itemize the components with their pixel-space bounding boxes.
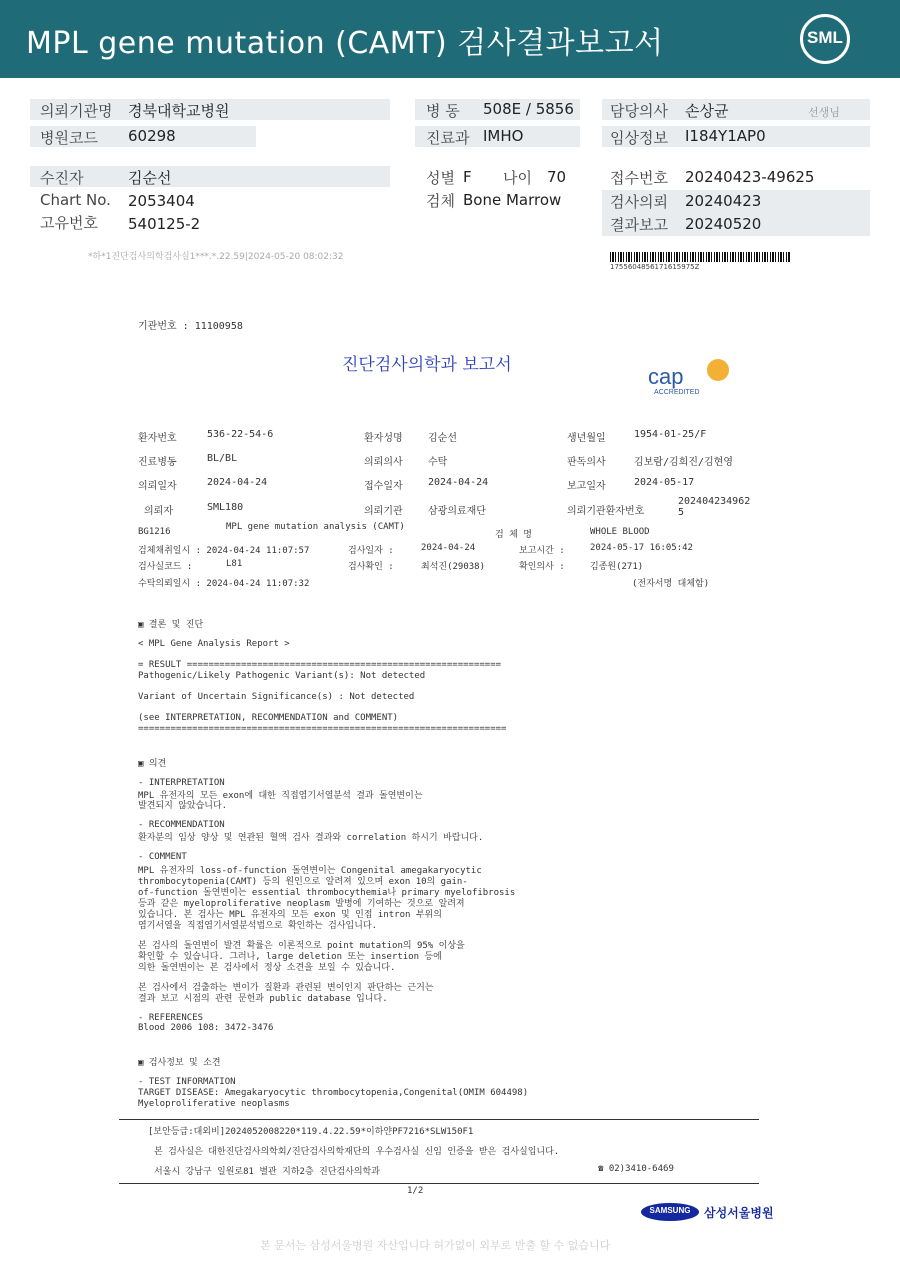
patient-value: 김순선 — [128, 169, 172, 187]
c16: 본 검사에서 검출하는 변이가 질환과 관련된 변이인지 판단하는 근거는 — [138, 983, 434, 993]
r3-l3: 보고일자 — [567, 481, 606, 492]
t3: Myeloproliferative neoplasms — [138, 1099, 290, 1109]
result-see: (see INTERPRETATION, RECOMMENDATION and COMMENT) — [138, 713, 399, 723]
receipt-value: 20240423-49625 — [685, 168, 815, 186]
r2-v2: 수탁 — [428, 457, 448, 468]
chart-value: 2053404 — [128, 192, 195, 210]
doctor-label: 담당의사 — [610, 102, 668, 120]
consign-time: 수탁의뢰일시 : 2024-04-24 11:07:32 — [138, 579, 310, 589]
c7: MPL 유전자의 loss-of-function 돌연변이는 Congenital amegakaryocytic — [138, 866, 482, 876]
r4-v3: 202404234962 — [678, 496, 751, 507]
doctor-value: 손상균 — [685, 102, 729, 120]
specimen-value: Bone Marrow — [463, 191, 562, 209]
cap-sub: ACCREDITED — [654, 389, 700, 396]
confirm-value: 김종원(271) — [590, 562, 644, 572]
c5: 환자분의 임상 양상 및 연관된 혈액 검사 결과와 correlation 하시기 바랍니다. — [138, 833, 484, 843]
c8: thrombocytopenia(CAMT) 등의 원인으로 알려져 있으며 exon 10의 gain- — [138, 877, 468, 887]
r4-v2: 삼광의료재단 — [428, 506, 486, 517]
page-number: 1/2 — [407, 1186, 424, 1196]
r1-v1: 536-22-54-6 — [207, 429, 274, 440]
c4: - RECOMMENDATION — [138, 820, 225, 830]
r3-l2: 접수일자 — [364, 481, 403, 492]
age-label: 나이 — [503, 169, 532, 187]
e-signature: (전자서명 대체함) — [632, 579, 710, 589]
ownership-notice: 본 문서는 삼성서울병원 자산입니다 허가없이 외부로 반출 할 수 없습니다 — [260, 1239, 611, 1252]
r3-v3: 2024-05-17 — [634, 477, 695, 488]
result-header: = RESULT ========================================================== — [138, 660, 502, 670]
sml-logo: SML — [800, 14, 850, 64]
patient-label: 수진자 — [40, 169, 84, 187]
test-name: MPL gene mutation analysis (CAMT) — [226, 522, 405, 532]
c6: - COMMENT — [138, 852, 187, 862]
t2: TARGET DISEASE: Amegakaryocytic thrombocytopenia,Congenital(OMIM 604498) — [138, 1088, 529, 1098]
specimen-name-value: WHOLE BLOOD — [590, 527, 650, 537]
verify-value: 최석진(29038) — [421, 562, 486, 572]
req-org-value: 경북대학교병원 — [128, 102, 230, 120]
c14: 확인할 수 있습니다. 그러나, large deletion 또는 insertion 등에 — [138, 952, 442, 962]
r1-l1: 환자번호 — [138, 433, 177, 444]
request-label: 검사의뢰 — [610, 193, 668, 211]
r4-v1: SML180 — [207, 502, 244, 513]
doctor-suffix: 선생님 — [808, 106, 840, 119]
hosp-code-value: 60298 — [128, 127, 176, 145]
test-date-value: 2024-04-24 — [421, 543, 476, 553]
test-code: BG1216 — [138, 527, 171, 537]
uid-label: 고유번호 — [40, 214, 98, 232]
r2-v1: BL/BL — [207, 453, 238, 464]
report-doc-title: 진단검사의학과 보고서 — [342, 355, 512, 375]
age-value: 70 — [547, 168, 567, 186]
c1: - INTERPRETATION — [138, 778, 225, 788]
c15: 의한 돌연변이는 본 검사에서 정상 소견을 보일 수 있습니다. — [138, 963, 396, 973]
section-test-info: ▣ 검사정보 및 소견 — [138, 1058, 221, 1068]
verify-label: 검사확인 : — [348, 562, 394, 572]
r1-l3: 생년월일 — [567, 433, 606, 444]
barcode-text: 1755604856171615975Z — [610, 263, 700, 271]
specimen-name-label: 검 체 명 — [495, 530, 532, 540]
c9: of-function 돌연변이는 essential thrombocythemia나 primary myelofibrosis — [138, 888, 516, 898]
analysis-report-title: < MPL Gene Analysis Report > — [138, 639, 290, 649]
result-footer-line: ==================================================================== — [138, 724, 507, 734]
c3: 발견되지 않았습니다. — [138, 801, 228, 811]
chart-label: Chart No. — [40, 191, 111, 209]
r2-l3: 판독의사 — [567, 457, 606, 468]
c2: MPL 유전자의 모든 exon에 대한 직접염기서열분석 결과 돌연변이는 — [138, 791, 423, 801]
req-org-label: 의뢰기관명 — [40, 102, 113, 120]
r3-v1: 2024-04-24 — [207, 477, 268, 488]
request-value: 20240423 — [685, 192, 762, 210]
section-conclusion: ▣ 결론 및 진단 — [138, 620, 204, 630]
report-time-label: 보고시간 : — [519, 546, 565, 556]
report-time-value: 2024-05-17 16:05:42 — [590, 543, 693, 553]
c19: Blood 2006 108: 3472-3476 — [138, 1023, 274, 1033]
confirm-label: 확인의사 : — [519, 562, 565, 572]
lab-code-value: L81 — [226, 559, 243, 569]
r3-l1: 의뢰일자 — [138, 481, 177, 492]
address-line: 서울시 강남구 일원로81 별관 지하2층 진단검사의학과 — [154, 1167, 380, 1177]
print-stamp: *하*1진단검사의학검사실1***.*.22.59|2024-05-20 08:02:32 — [88, 252, 344, 262]
footer-bottom-line — [119, 1183, 759, 1184]
result-pathogenic: Pathogenic/Likely Pathogenic Variant(s): Not detected — [138, 671, 426, 681]
c11: 있습니다. 본 검사는 MPL 유전자의 모든 exon 및 인접 intron 부위의 — [138, 910, 442, 920]
report-label: 결과보고 — [610, 216, 668, 234]
r3-v2: 2024-04-24 — [428, 477, 489, 488]
sex-label: 성별 — [426, 169, 455, 187]
hospital-name: 삼성서울병원 — [704, 1206, 774, 1220]
result-vus: Variant of Uncertain Significance(s) : Not detected — [138, 692, 415, 702]
r2-l1: 진료병동 — [138, 457, 177, 468]
specimen-label: 검체 — [426, 192, 455, 210]
sex-value: F — [463, 168, 472, 186]
hosp-code-label: 병원코드 — [40, 129, 98, 147]
c10: 등과 같은 myeloproliferative neoplasm 발병에 기여하는 것으로 알려져 — [138, 899, 465, 909]
c18: - REFERENCES — [138, 1013, 204, 1023]
uid-value: 540125-2 — [128, 215, 201, 233]
report-title: MPL gene mutation (CAMT) 검사결과보고서 — [26, 26, 664, 61]
c17: 결과 보고 시점의 관련 문헌과 public database 입니다. — [138, 994, 388, 1004]
test-date-label: 검사일자 : — [348, 546, 394, 556]
security-line: [보안등급:대외비]2024052008220*119.4.22.59*이하얀PF7216*SLW150F1 — [148, 1127, 474, 1137]
r4-l1: 의뢰자 — [144, 506, 173, 517]
collect-time: 검체채취일시 : 2024-04-24 11:07:57 — [138, 546, 310, 556]
r4-l2: 의뢰기관 — [364, 506, 403, 517]
org-number: 기관번호 : 11100958 — [138, 321, 243, 332]
report-header — [0, 0, 900, 78]
t1: - TEST INFORMATION — [138, 1077, 236, 1087]
patient-row — [30, 166, 390, 187]
r2-l2: 의뢰의사 — [364, 457, 403, 468]
clinical-value: I184Y1AP0 — [685, 127, 766, 145]
accreditation-line: 본 검사실은 대한진단검사의학회/진단검사의학재단의 우수검사실 신임 인증을 받은 검사실입니다. — [154, 1147, 560, 1157]
receipt-label: 접수번호 — [610, 169, 668, 187]
phone-line: ☎ 02)3410-6469 — [598, 1164, 674, 1174]
r1-l2: 환자성명 — [364, 433, 403, 444]
cap-accredited-logo — [648, 356, 738, 396]
r4-v3b: 5 — [678, 507, 685, 518]
ward-label: 병 동 — [426, 102, 460, 120]
dept-label: 진료과 — [426, 129, 470, 147]
barcode — [610, 252, 790, 262]
r4-l3: 의뢰기관환자번호 — [567, 506, 645, 517]
samsung-logo: SAMSUNG — [641, 1203, 699, 1221]
r2-v3: 김보람/김희진/김현영 — [634, 457, 733, 468]
dept-value: IMHO — [483, 127, 524, 145]
ward-value: 508E / 5856 — [483, 100, 574, 118]
c12: 염기서열을 직접염기서열분석법으로 확인하는 검사입니다. — [138, 921, 378, 931]
footer-top-line — [119, 1119, 759, 1120]
c13: 본 검사의 돌연변이 발견 확률은 이론적으로 point mutation의 95% 이상을 — [138, 941, 465, 951]
clinical-label: 임상정보 — [610, 129, 668, 147]
r1-v3: 1954-01-25/F — [634, 429, 707, 440]
report-value: 20240520 — [685, 215, 762, 233]
r1-v2: 김순선 — [428, 433, 457, 444]
section-opinion: ▣ 의견 — [138, 759, 167, 769]
lab-code-label: 검사실코드 : — [138, 562, 193, 572]
cap-text: cap — [648, 364, 684, 389]
